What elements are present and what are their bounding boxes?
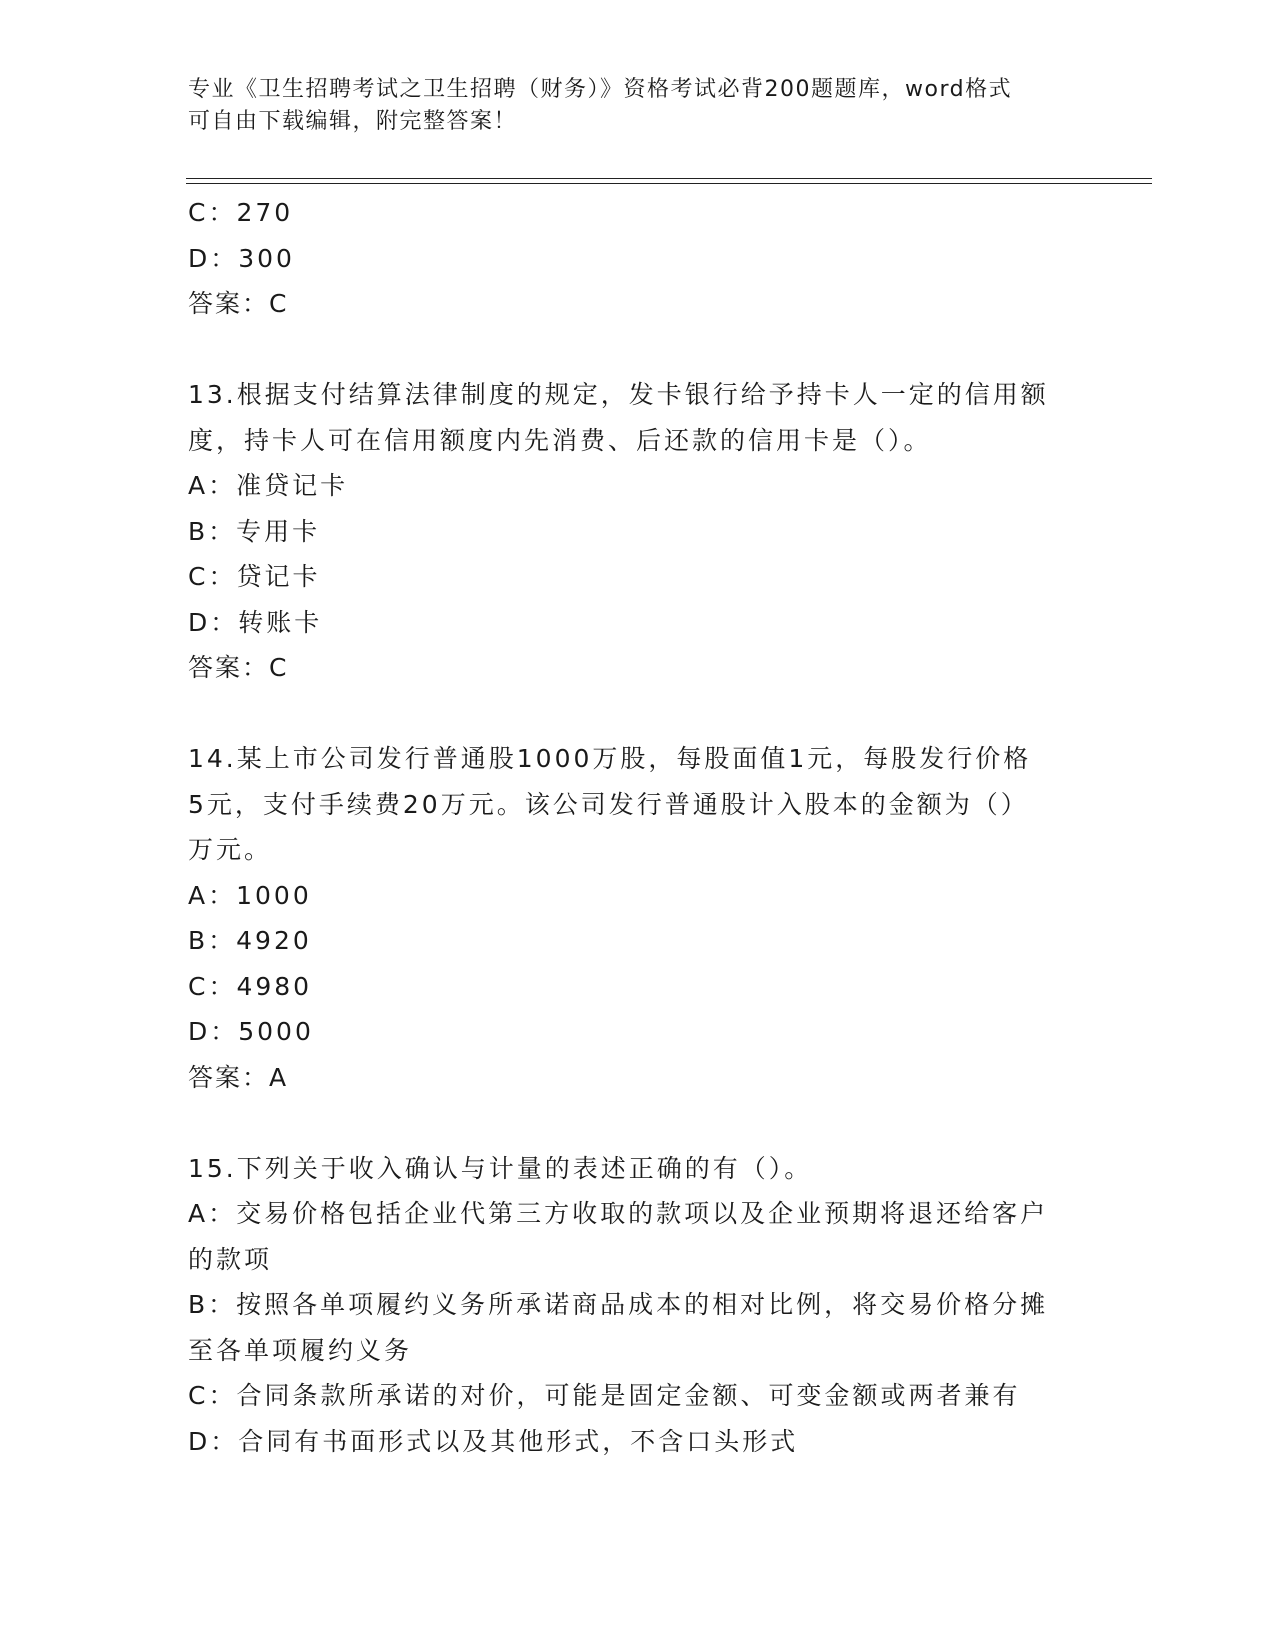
- question-body: [188, 190, 1088, 1464]
- header-rule-bottom: [186, 183, 1152, 184]
- question-14: [188, 736, 1088, 1100]
- option-c: C：270: [188, 198, 294, 227]
- answer: 答案：C: [188, 653, 289, 682]
- option-b-continued: 至各单项履约义务: [188, 1335, 413, 1365]
- answer: 答案：A: [188, 1062, 289, 1092]
- question-stem: 15.下列关于收入确认与计量的表述正确的有（）。: [188, 1153, 813, 1183]
- option-b: B：专用卡: [188, 516, 321, 546]
- header-rule-top: [186, 178, 1152, 179]
- answer: 答案：C: [188, 289, 289, 318]
- question-stem: 13.根据支付结算法律制度的规定，发卡银行给予持卡人一定的信用额: [188, 380, 1049, 409]
- question-stem: 万元。: [188, 835, 273, 864]
- option-d: D：5000: [188, 1017, 314, 1046]
- prev-question-block: [188, 190, 1088, 327]
- option-a: A：准贷记卡: [188, 471, 349, 500]
- option-d: D：转账卡: [188, 607, 323, 637]
- question-15: [188, 1146, 1088, 1465]
- option-c: C：合同条款所承诺的对价，可能是固定金额、可变金额或两者兼有: [188, 1381, 1021, 1410]
- option-b: B：4920: [188, 926, 312, 955]
- question-stem: 5元，支付手续费20万元。该公司发行普通股计入股本的金额为（）: [188, 789, 1029, 819]
- option-c: C：4980: [188, 971, 313, 1001]
- option-d: D：合同有书面形式以及其他形式，不含口头形式: [188, 1426, 799, 1456]
- option-b: B：按照各单项履约义务所承诺商品成本的相对比例，将交易价格分摊: [188, 1290, 1049, 1319]
- option-a: A：交易价格包括企业代第三方收取的款项以及企业预期将退还给客户: [188, 1199, 1049, 1228]
- question-13: [188, 372, 1088, 691]
- option-c: C：贷记卡: [188, 562, 321, 591]
- question-stem: 14.某上市公司发行普通股1000万股，每股面值1元，每股发行价格: [188, 744, 1032, 773]
- document-header: [188, 74, 1088, 138]
- option-d: D：300: [188, 243, 295, 273]
- header-line-2: 可自由下载编辑，附完整答案！: [188, 109, 518, 134]
- header-line-1: 专业《卫生招聘考试之卫生招聘（财务）》资格考试必背200题题库，word格式: [188, 77, 1013, 102]
- option-a-continued: 的款项: [188, 1244, 273, 1274]
- option-a: A：1000: [188, 880, 312, 910]
- question-stem: 度，持卡人可在信用额度内先消费、后还款的信用卡是（）。: [188, 425, 932, 455]
